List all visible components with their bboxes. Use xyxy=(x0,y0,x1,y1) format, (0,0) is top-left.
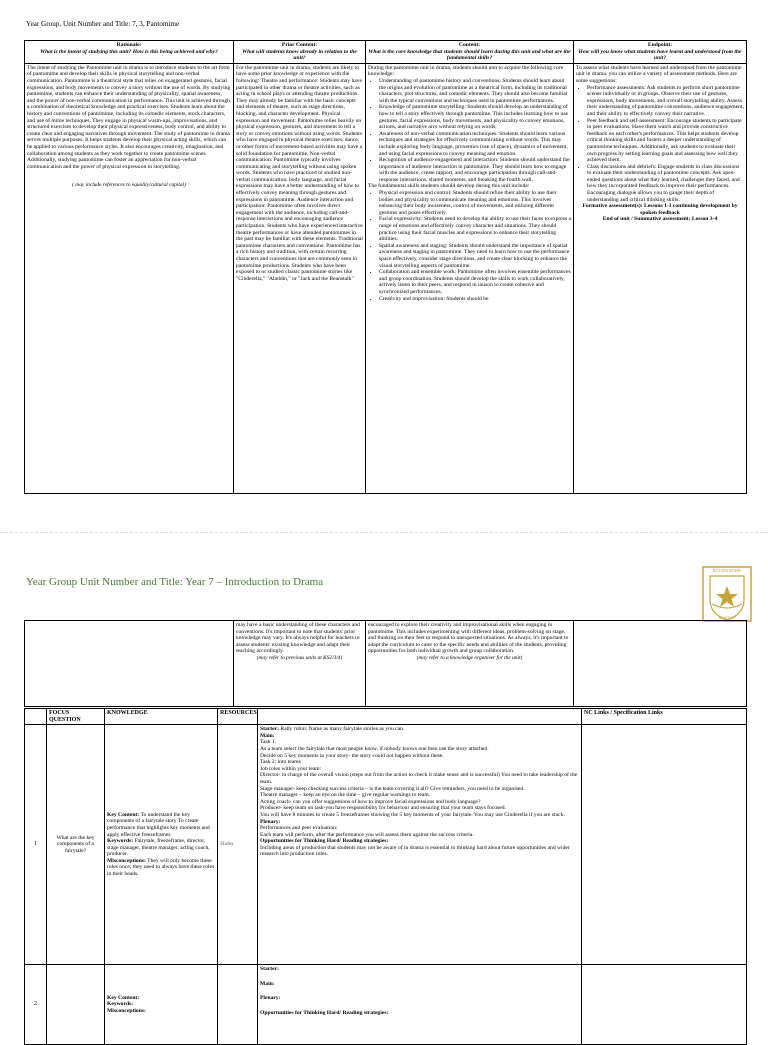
content-continued: encouraged to explore their creativity and improvisational skills when engaging in pantomime. This includes experimenting with different ideas, problem-solving on stage, and thinking on their feet to respond to unexpected situations. As always, it's important to adapt the curriculum to cater to the specific needs and abilities of the students, providing opportunities for both individual growth and group collaboration. (may refer to a knowledge organiser for the unit) xyxy=(366,621,574,707)
list-item: • Creativity and improvisation: Students should be xyxy=(379,296,571,303)
list-item: • Recognition of audience engagement and interaction: Students should understand the importance of audience interaction in pantomime. They should learn how to engage with the audience, create rapport, and encourage participation through call-and-response interactions, shared moments, and breaking the fourth wall. xyxy=(379,157,571,183)
rationale-note: ( may include references to equality/cultural capital) xyxy=(72,182,186,189)
rationale-cell xyxy=(25,63,234,493)
lesson-plan-table xyxy=(24,708,747,1045)
nc-links-header: NC Links / Specification Links xyxy=(582,709,747,725)
resources-cell xyxy=(218,965,258,1045)
knowledge-cell: Key Content: Keywords: Misconceptions: xyxy=(105,965,218,1045)
endpoint-header: Endpoint: How will you know what students have learnt and understood from the unit? xyxy=(574,41,747,64)
list-item: • Knowledge of pantomime storytelling: Students should develop an understanding of how to tell a story effectively through pantomime. This includes learning how to use gestures, facial expressions, body movements, and physicality to convey emotions, actions, and narrative arcs without relying on words. xyxy=(379,104,571,130)
list-item: • Spatial awareness and staging: Students should understand the importance of spatial awareness and staging in pantomime. They need to learn how to use the performance space effectively, consider stage directions, and create clear blocking to enhance the visual storytelling aspects of pantomime. xyxy=(379,243,571,269)
resources-header: RESOURCES xyxy=(218,709,258,725)
star-shield-icon xyxy=(702,566,752,622)
continued-row xyxy=(25,621,747,707)
logo-text: EATON BANK xyxy=(712,568,742,573)
endpoint-cell: To assess what students have learned and understood from the pantomime unit in drama, you can utilize a variety of assessment methods. Here are some suggestions: • Performance assessments: Ask students to perform short pantomime scenes individually or in groups. Observe their use of gestures, expressions, body movements, and overall storytelling ability. Assess their understanding of pantomime conventions, audience engagement, and their ability to effectively convey their narrative. • Peer feedback and self-assessment: Encourage students to participate in peer evaluations. Have them watch and provide constructive feedback on each other's performances. This helps students develop critical thinking skills and fosters a deeper understanding of pantomime techniques. Additionally, ask students to evaluate their own progress by setting learning goals and assessing how well they achieved them. • Class discussions and debriefs: Engage students in class discussions to evaluate their understanding of pantomime concepts. Ask open-ended questions about what they learned, challenges they faced, and how they incorporated feedback to improve their performances. Encouraging dialogue allows you to gauge their depth of understanding and critical thinking skills. Formative assessment(s): Lessons 1-3 continuing development by spoken feedback End of unit / Summative assessment: Lesson 3-4 xyxy=(574,63,747,493)
slides-resource: Slides xyxy=(220,841,234,848)
focus-question-header: FOCUS QUESTION xyxy=(47,709,105,725)
knowledge-cell: Key Content: To understand the key components of a fairytale story To create performance that highlights key moments and apply effective freezeframes Keywords: Fairytale, freezeframe, director, stage manager, theatre manager, acting coach, producer. Misconceptions: They will only become these roles once; they need to always have these roles in their heads. xyxy=(105,725,218,965)
prior-continued: may have a basic understanding of these characters and conventions. It's important to note that students' prior knowledge may vary. It's always helpful for teachers to assess students' existing knowledge and adapt their teaching accordingly. (may refer to previous units at KS2/3/4) xyxy=(234,621,366,707)
unit-header-top: Year Group, Unit Number and Title: 7, 3, Pantomime xyxy=(26,20,180,28)
list-item: • Facial expressivity: Students need to develop the ability to use their faces to express a range of emotions and effectively convey character and situations. They should practice using their facial muscles and expressions to enhance their storytelling abilities. xyxy=(379,216,571,242)
lesson-activities: Starter: Main: Plenary: Opportunities for Thinking Hard/ Reading strategies: xyxy=(258,965,582,1045)
prior-content-cell xyxy=(234,63,366,493)
nc-links-cell xyxy=(582,965,747,1045)
prior-content-text: For the pantomime unit in drama, students are likely to have some prior knowledge or experience with the following: Theatre and performance: Students may have participated in other drama or theatre activities, such as acting in school plays or attending theatre productions. They may already be familiar with the basic concepts and elements of theatre, such as stage directions, blocking, and character development. Physical expression and movement: Pantomime relies heavily on physical expression, gestures, and movement to tell a story or convey emotions without using words. Students who have engaged in physical theatre exercises, dance, or other forms of movement-based activities may have a solid foundation for pantomime. Non-verbal communication: Pantomime typically involves communicating and storytelling without using spoken words. Students who have practiced or studied non-verbal communication, body language, and facial expressions may have a better understanding of how to effectively convey meaning through gestures and expressions in pantomime. Audience interaction and participation: Pantomime often involves direct engagement with the audience, including call-and-response interactions and encouraging audience participation. Students who have experienced interactive theatre performances or have attended pantomimes in the past may be familiar with these elements. Traditional pantomime characters and conventions: Pantomime has a rich history and tradition, with certain recurring characters and conventions that are commonly seen in pantomime productions. Students who have been exposed to or studied classic pantomime stories like "Cinderella," "Aladdin," or "Jack and the Beanstalk" xyxy=(236,64,363,282)
list-item: • Class discussions and debriefs: Engage students in class discussions to evaluate their understanding of pantomime concepts. Ask open-ended questions about what they learned, challenges they faced, and how they incorporated feedback to improve their performances. Encouraging dialogue allows you to gauge their depth of understanding and critical thinking skills. xyxy=(587,164,744,204)
unit-header-mid: Year Group Unit Number and Title: Year 7 – Introduction to Drama xyxy=(26,576,324,588)
rationale-continued xyxy=(25,621,234,707)
overview-header-row xyxy=(25,41,747,64)
logo-subtext: ACADEMY xyxy=(718,616,736,620)
list-item: • Collaboration and ensemble work: Pantomime often involves ensemble performances and group coordination. Students should develop the skills to work collaboratively, actively listen to their peers, and respond in unison to create cohesive and synchronized performances. xyxy=(379,269,571,295)
focus-question xyxy=(47,965,105,1045)
resources-cell xyxy=(218,725,258,965)
table-row xyxy=(25,725,747,965)
core-knowledge-list xyxy=(368,78,571,184)
skills-list xyxy=(368,190,571,302)
prior-content-header: Prior Content: What will students know already in relation to the unit? xyxy=(234,41,366,64)
table-row xyxy=(25,965,747,1045)
lesson-header-row xyxy=(25,709,747,725)
knowledge-header: KNOWLEDGE xyxy=(105,709,218,725)
list-item: • Performance assessments: Ask students to perform short pantomime scenes individually or in groups. Observe their use of gestures, expressions, body movements, and overall storytelling ability. Assess their understanding of pantomime conventions, audience engagement, and their ability to effectively convey their narrative. xyxy=(587,85,744,118)
content-cell: During the pantomime unit in drama, students should aim to acquire the following core knowledge: • Understanding of pantomime history and conventions: Students should learn about the origins and evolution of pantomime as a theatrical form, including its traditional characters, plot structures, and comedic elements. They should also become familiar with the typical conventions and techniques used in pantomime performances. • Knowledge of pantomime storytelling: Students should develop an understanding of how to tell a story effectively through pantomime. This includes learning how to use gestures, facial expressions, body movements, and physicality to convey emotions, actions, and narrative arcs without relying on words. • Awareness of non-verbal communication techniques: Students should learn various techniques and strategies for effectively communicating without words. This may include exploring body language, proxemics (use of space), dynamics of movement, and using facial expressions to convey meaning and emotion. • Recognition of audience engagement and interaction: Students should understand the importance of audience interaction in pantomime. They should learn how to engage with the audience, create rapport, and encourage participation through call-and-response interactions, shared moments, and breaking the fourth wall. The fundamental skills students should develop during this unit include: • Physical expression and control: Students should refine their ability to use their bodies and physicality to communicate meaning and emotions. This involves enhancing their body awareness, control of movements, and utilizing different gestures and poses effectively. • Facial expressivity: Students need to develop the ability to use their faces to express a range of emotions and effectively convey character and situations. They should practice using their facial muscles and expressions to enhance their storytelling abilities. • Spatial awareness and staging: Students should understand the importance of spatial awareness and staging in pantomime. They need to learn how to use the performance space effectively, consider stage directions, and create clear blocking to enhance the visual storytelling aspects of pantomime. • Collaboration and ensemble work: Pantomime often involves ensemble performances and group coordination. Students should develop the skills to work collaboratively, actively listen to their peers, and respond in unison to create cohesive and synchronized performances. • Creativity and improvisation: Students should be xyxy=(366,63,574,493)
rationale-header: Rationale: What is the intent of studying this unit? How is this being achieved and why? xyxy=(25,41,234,64)
list-item: • Peer feedback and self-assessment: Encourage students to participate in peer evaluations. Have them watch and provide constructive feedback on each other's performances. This helps students develop critical thinking skills and fosters a deeper understanding of pantomime techniques. Additionally, ask students to evaluate their own progress by setting learning goals and assessing how well they achieved them. xyxy=(587,118,744,164)
list-item: • Understanding of pantomime history and conventions: Students should learn about the origins and evolution of pantomime as a theatrical form, including its traditional characters, plot structures, and comedic elements. They should also become familiar with the typical conventions and techniques used in pantomime performances. xyxy=(379,78,571,104)
curriculum-overview-table xyxy=(24,40,747,494)
overview-body-row xyxy=(25,63,747,493)
lesson-activities: Starter: Rally robin: Name as many fairytale stories as you can. Main: Task 1. As a team select the fairytale that most people know, if nobody knows one then use the story attached. Decide on 5 key moments in your story- the story could not happen without these. Task 2: into teams Job roles within your team: Director- in charge of the overall vision (steps out from the action to check it make sense and is successful) You need to take leadership of the team. Stage manager- keep checking success criteria – is the team covering it all? Give reminders, you need to be organised. Theatre manager – keep an eye on the time – give regular warnings to team. Acting coach- can you offer suggestions of how to improve facial expressions and body language? Producer- keep team on task-you have responsibility for behaviour and ensuring that your team stays focused. You will have 8 minutes to create 5 freezeframes showing the 5 key moments of your fairytale. You may use Cinderella if you are stuck. Plenary: Performances and peer evaluation: Each team will perform, after the performance you will assess them against the success criteria. Opportunities for Thinking Hard/ Reading strategies: Including areas of production that students may not be aware of in drama is essential to thinking hard about future opportunities and wider research into production roles. xyxy=(258,725,582,965)
focus-question: What are the key components of a fairytale? xyxy=(47,725,105,965)
content-header: Content: What is the core knowledge that students should learn during this unit and what are the fundamental skills? xyxy=(366,41,574,64)
overview-continued-table xyxy=(24,620,747,707)
summative-assessment: End of unit / Summative assessment: Lesson 3-4 xyxy=(602,216,718,223)
lesson-number: 1 xyxy=(25,725,47,965)
lesson-number: 2 xyxy=(25,965,47,1045)
formative-assessment: Formative assessment(s): Lessons 1-3 continuing development by spoken feedback xyxy=(582,203,738,216)
list-item: • Awareness of non-verbal communication techniques: Students should learn various techniques and strategies for effectively communicating without words. This may include exploring body language, proxemics (use of space), dynamics of movement, and using facial expressions to convey meaning and emotion. xyxy=(379,131,571,157)
endpoint-continued xyxy=(574,621,747,707)
assessment-list xyxy=(576,85,744,204)
page-break-divider xyxy=(0,532,768,534)
nc-links-cell xyxy=(582,725,747,965)
rationale-text: The intent of studying the Pantomime unit in drama is to introduce students to the art form of pantomime and develop their skills in physical storytelling and non-verbal communication. Pantomime is a theatrical style that relies on exaggerated gestures, facial expressions, and body movements to convey a story without the use of words. By studying pantomime, students can enhance their understanding of physicality, spatial awareness, and the power of non-verbal communication in performance. This unit is achieved through a combination of theoretical knowledge and practical exercises. Students learn about the history and conventions of pantomime, including its comedic elements, stock characters, and use of mime techniques. They engage in physical warm-ups, improvisations, and structured exercises to develop their physical expressiveness, body control, and ability to create clear and engaging narratives through movement. The study of pantomime in drama serves multiple purposes. It helps students develop their physical acting skills, which can be applied to various performance styles. It also encourages creativity, imagination, and collaboration among students as they work together to create pantomime scenes. Additionally, studying pantomime can foster an appreciation for non-verbal communication and the power of physical expression in storytelling. xyxy=(27,64,231,170)
list-item: • Physical expression and control: Students should refine their ability to use their bodies and physicality to communicate meaning and emotions. This involves enhancing their body awareness, control of movements, and utilizing different gestures and poses effectively. xyxy=(379,190,571,216)
